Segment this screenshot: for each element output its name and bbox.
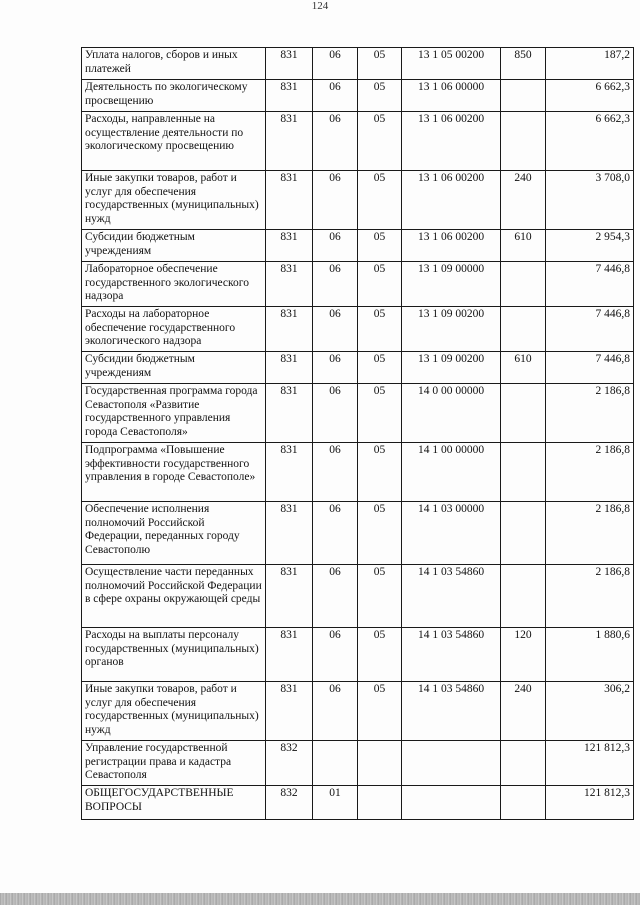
- row-subsection-code: 05: [358, 682, 402, 741]
- table-row: [82, 741, 634, 786]
- row-expense-type: 610: [501, 230, 546, 262]
- row-amount: 7 446,8: [546, 307, 634, 352]
- row-expense-type: [501, 502, 546, 565]
- row-target-article: 14 1 00 00000: [402, 443, 501, 502]
- row-section-code: 06: [313, 48, 358, 80]
- row-target-article: 13 1 06 00200: [402, 230, 501, 262]
- page-number: 124: [311, 0, 329, 12]
- row-ved-code: 831: [266, 48, 313, 80]
- row-amount: 7 446,8: [546, 352, 634, 384]
- row-expense-type: [501, 112, 546, 171]
- row-subsection-code: 05: [358, 112, 402, 171]
- row-target-article: 13 1 09 00200: [402, 352, 501, 384]
- table-row: [82, 502, 634, 565]
- row-ved-code: 831: [266, 443, 313, 502]
- row-name: Уплата налогов, сборов и иных платежей: [82, 48, 266, 80]
- row-section-code: 06: [313, 171, 358, 230]
- row-target-article: 13 1 06 00000: [402, 80, 501, 112]
- row-expense-type: 240: [501, 682, 546, 741]
- row-ved-code: 831: [266, 307, 313, 352]
- row-amount: 2 186,8: [546, 565, 634, 628]
- row-subsection-code: 05: [358, 565, 402, 628]
- table-row: [82, 307, 634, 352]
- row-subsection-code: 05: [358, 80, 402, 112]
- table-row: [82, 80, 634, 112]
- table-row: [82, 352, 634, 384]
- row-name: Государственная программа города Севастополя «Развитие государственного управления города Севастополя»: [82, 384, 266, 443]
- row-subsection-code: 05: [358, 230, 402, 262]
- row-section-code: 01: [313, 786, 358, 820]
- row-amount: 6 662,3: [546, 80, 634, 112]
- row-name: Лабораторное обеспечение государственного экологического надзора: [82, 262, 266, 307]
- row-subsection-code: 05: [358, 48, 402, 80]
- row-expense-type: [501, 565, 546, 628]
- row-target-article: 13 1 09 00200: [402, 307, 501, 352]
- row-expense-type: 120: [501, 628, 546, 682]
- row-name: Подпрограмма «Повышение эффективности государственного управления в городе Севастополе»: [82, 443, 266, 502]
- row-ved-code: 831: [266, 80, 313, 112]
- table-row: [82, 443, 634, 502]
- row-target-article: [402, 786, 501, 820]
- row-target-article: 14 1 03 54860: [402, 682, 501, 741]
- table-row: [82, 48, 634, 80]
- row-name: Осуществление части переданных полномочий Российской Федерации в сфере охраны окружающей среды: [82, 565, 266, 628]
- row-subsection-code: 05: [358, 443, 402, 502]
- row-target-article: 13 1 06 00200: [402, 171, 501, 230]
- row-name: Управление государственной регистрации права и кадастра Севастополя: [82, 741, 266, 786]
- row-subsection-code: 05: [358, 171, 402, 230]
- row-subsection-code: [358, 786, 402, 820]
- row-name: Обеспечение исполнения полномочий Российской Федерации, переданных городу Севастополю: [82, 502, 266, 565]
- row-section-code: 06: [313, 80, 358, 112]
- row-section-code: 06: [313, 112, 358, 171]
- table-row: [82, 230, 634, 262]
- row-target-article: 14 0 00 00000: [402, 384, 501, 443]
- row-ved-code: 831: [266, 112, 313, 171]
- row-amount: 7 446,8: [546, 262, 634, 307]
- row-target-article: 14 1 03 54860: [402, 565, 501, 628]
- row-amount: 121 812,3: [546, 741, 634, 786]
- row-subsection-code: 05: [358, 307, 402, 352]
- row-amount: 2 186,8: [546, 443, 634, 502]
- row-expense-type: [501, 80, 546, 112]
- budget-table-body: [82, 48, 634, 820]
- row-expense-type: 240: [501, 171, 546, 230]
- row-ved-code: 831: [266, 352, 313, 384]
- row-amount: 2 186,8: [546, 502, 634, 565]
- row-expense-type: [501, 741, 546, 786]
- budget-table: [81, 47, 634, 820]
- table-row: [82, 565, 634, 628]
- row-expense-type: [501, 262, 546, 307]
- row-name: Расходы на лабораторное обеспечение государственного экологического надзора: [82, 307, 266, 352]
- row-subsection-code: 05: [358, 262, 402, 307]
- table-row: [82, 384, 634, 443]
- row-section-code: 06: [313, 565, 358, 628]
- row-expense-type: [501, 307, 546, 352]
- row-ved-code: 831: [266, 262, 313, 307]
- row-ved-code: 831: [266, 565, 313, 628]
- row-subsection-code: 05: [358, 352, 402, 384]
- table-row: [82, 171, 634, 230]
- row-subsection-code: 05: [358, 384, 402, 443]
- row-ved-code: 831: [266, 628, 313, 682]
- table-row: [82, 628, 634, 682]
- row-section-code: 06: [313, 230, 358, 262]
- row-section-code: [313, 741, 358, 786]
- row-section-code: 06: [313, 384, 358, 443]
- row-name: Иные закупки товаров, работ и услуг для обеспечения государственных (муниципальных) нужд: [82, 171, 266, 230]
- row-ved-code: 831: [266, 230, 313, 262]
- row-subsection-code: 05: [358, 502, 402, 565]
- row-name: Субсидии бюджетным учреждениям: [82, 230, 266, 262]
- row-name: Субсидии бюджетным учреждениям: [82, 352, 266, 384]
- row-section-code: 06: [313, 307, 358, 352]
- row-target-article: [402, 741, 501, 786]
- row-expense-type: [501, 443, 546, 502]
- row-section-code: 06: [313, 502, 358, 565]
- row-ved-code: 832: [266, 741, 313, 786]
- row-section-code: 06: [313, 628, 358, 682]
- table-row: [82, 786, 634, 820]
- row-target-article: 13 1 05 00200: [402, 48, 501, 80]
- row-name: Расходы на выплаты персоналу государственных (муниципальных) органов: [82, 628, 266, 682]
- row-target-article: 13 1 09 00000: [402, 262, 501, 307]
- row-amount: 2 954,3: [546, 230, 634, 262]
- row-ved-code: 831: [266, 682, 313, 741]
- row-ved-code: 832: [266, 786, 313, 820]
- row-target-article: 13 1 06 00200: [402, 112, 501, 171]
- row-subsection-code: 05: [358, 628, 402, 682]
- row-expense-type: [501, 786, 546, 820]
- row-amount: 6 662,3: [546, 112, 634, 171]
- row-amount: 3 708,0: [546, 171, 634, 230]
- row-target-article: 14 1 03 54860: [402, 628, 501, 682]
- row-amount: 306,2: [546, 682, 634, 741]
- row-ved-code: 831: [266, 171, 313, 230]
- row-amount: 187,2: [546, 48, 634, 80]
- row-name: ОБЩЕГОСУДАРСТВЕННЫЕ ВОПРОСЫ: [82, 786, 266, 820]
- table-row: [82, 112, 634, 171]
- row-amount: 121 812,3: [546, 786, 634, 820]
- row-target-article: 14 1 03 00000: [402, 502, 501, 565]
- table-row: [82, 262, 634, 307]
- row-expense-type: [501, 384, 546, 443]
- row-ved-code: 831: [266, 502, 313, 565]
- row-expense-type: 610: [501, 352, 546, 384]
- row-ved-code: 831: [266, 384, 313, 443]
- row-name: Иные закупки товаров, работ и услуг для обеспечения государственных (муниципальных) нужд: [82, 682, 266, 741]
- row-section-code: 06: [313, 682, 358, 741]
- row-section-code: 06: [313, 262, 358, 307]
- row-subsection-code: [358, 741, 402, 786]
- table-row: [82, 682, 634, 741]
- row-expense-type: 850: [501, 48, 546, 80]
- row-name: Расходы, направленные на осуществление деятельности по экологическому просвещению: [82, 112, 266, 171]
- row-name: Деятельность по экологическому просвещению: [82, 80, 266, 112]
- scan-edge-strip: [0, 893, 640, 905]
- row-section-code: 06: [313, 352, 358, 384]
- row-section-code: 06: [313, 443, 358, 502]
- row-amount: 2 186,8: [546, 384, 634, 443]
- row-amount: 1 880,6: [546, 628, 634, 682]
